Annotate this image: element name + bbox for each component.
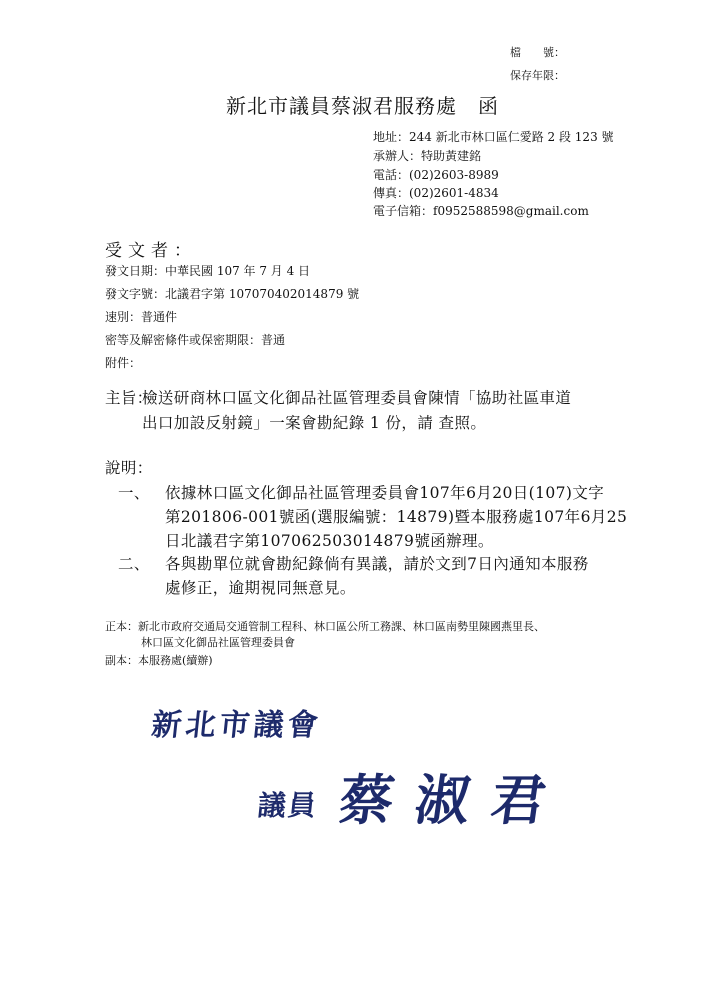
subject-line-1: 檢送研商林口區文化御品社區管理委員會陳情「協助社區車道 <box>142 389 572 407</box>
contact-address: 地址：244 新北市林口區仁愛路 2 段 123 號 <box>373 130 614 144</box>
secrecy-level: 密等及解密條件或保密期限：普通 <box>105 333 286 347</box>
contact-phone: 電話：(02)2603-8989 <box>373 168 499 182</box>
item-line: 依據林口區文化御品社區管理委員會107年6月20日(107)文字 <box>165 484 605 502</box>
item-number: 一、 <box>118 484 150 502</box>
item-line: 各與勘單位就會勘紀錄倘有異議，請於文到7日內通知本服務 <box>165 555 589 573</box>
retention-period-label: 保存年限： <box>510 69 565 82</box>
subject-label: 主旨： <box>105 389 153 407</box>
item-line: 第201806-001號函(選服編號：14879)暨本服務處107年6月25 <box>165 508 628 526</box>
attachment-label: 附件： <box>105 356 142 370</box>
file-number-label: 檔 號： <box>510 46 565 59</box>
issue-date: 發文日期：中華民國 107 年 7 月 4 日 <box>105 264 311 278</box>
subject-line-2: 出口加設反射鏡」一案會勘紀錄 1 份，請 查照。 <box>142 414 487 432</box>
contact-email: 電子信箱：f0952588598@gmail.com <box>373 204 589 218</box>
item-line: 處修正，逾期視同無意見。 <box>165 579 356 597</box>
reference-number: 發文字號：北議君字第 107070402014879 號 <box>105 287 360 301</box>
contact-fax: 傳真：(02)2601-4834 <box>373 186 499 200</box>
main-recipients-line-2: 林口區文化御品社區管理委員會 <box>141 636 295 649</box>
contact-handler: 承辦人：特助黃建銘 <box>373 149 482 163</box>
explanation-label: 說明： <box>105 459 153 477</box>
main-recipients-line-1: 正本：新北市政府交通局交通管制工程科、林口區公所工務課、林口區南勢里陳國燕里長、 <box>105 620 545 633</box>
item-line: 日北議君字第107062503014879號函辦理。 <box>165 532 494 550</box>
recipient-label: 受文者： <box>105 241 197 261</box>
seal-councilor-name: 蔡淑君 <box>335 768 573 832</box>
document-title: 新北市議員蔡淑君服務處 函 <box>226 94 499 118</box>
seal-title: 議員 <box>256 789 320 822</box>
copy-recipients: 副本：本服務處(續辦) <box>105 654 213 667</box>
seal-council-name: 新北市議會 <box>149 708 324 743</box>
delivery-speed: 速別：普通件 <box>105 310 178 324</box>
item-number: 二、 <box>118 555 150 573</box>
